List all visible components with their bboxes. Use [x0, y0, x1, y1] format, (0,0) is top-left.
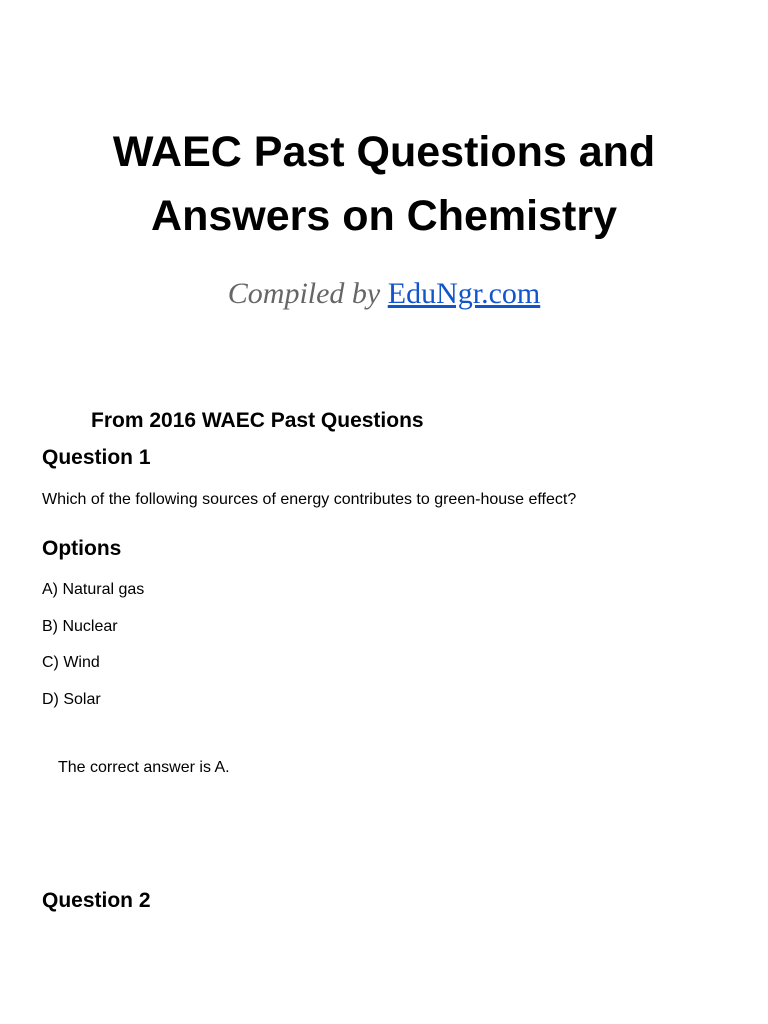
section-heading: From 2016 WAEC Past Questions [91, 409, 424, 432]
subtitle-prefix: Compiled by [227, 277, 388, 310]
question-1-text: Which of the following sources of energy contributes to green-house effect? [42, 491, 577, 508]
title-line-2: Answers on Chemistry [151, 192, 617, 240]
edungr-link[interactable]: EduNgr.com [387, 277, 541, 310]
option-d: D) Solar [42, 691, 101, 708]
option-a: A) Natural gas [42, 581, 145, 598]
document-subtitle [0, 274, 768, 314]
question-2-heading: Question 2 [42, 889, 151, 912]
option-c: C) Wind [42, 654, 100, 671]
title-line-1: WAEC Past Questions and [112, 128, 656, 176]
answer-text: The correct answer is A. [58, 759, 230, 776]
document-title [0, 120, 768, 248]
option-b: B) Nuclear [42, 618, 118, 635]
question-1-heading: Question 1 [42, 446, 151, 469]
options-heading: Options [42, 537, 122, 560]
